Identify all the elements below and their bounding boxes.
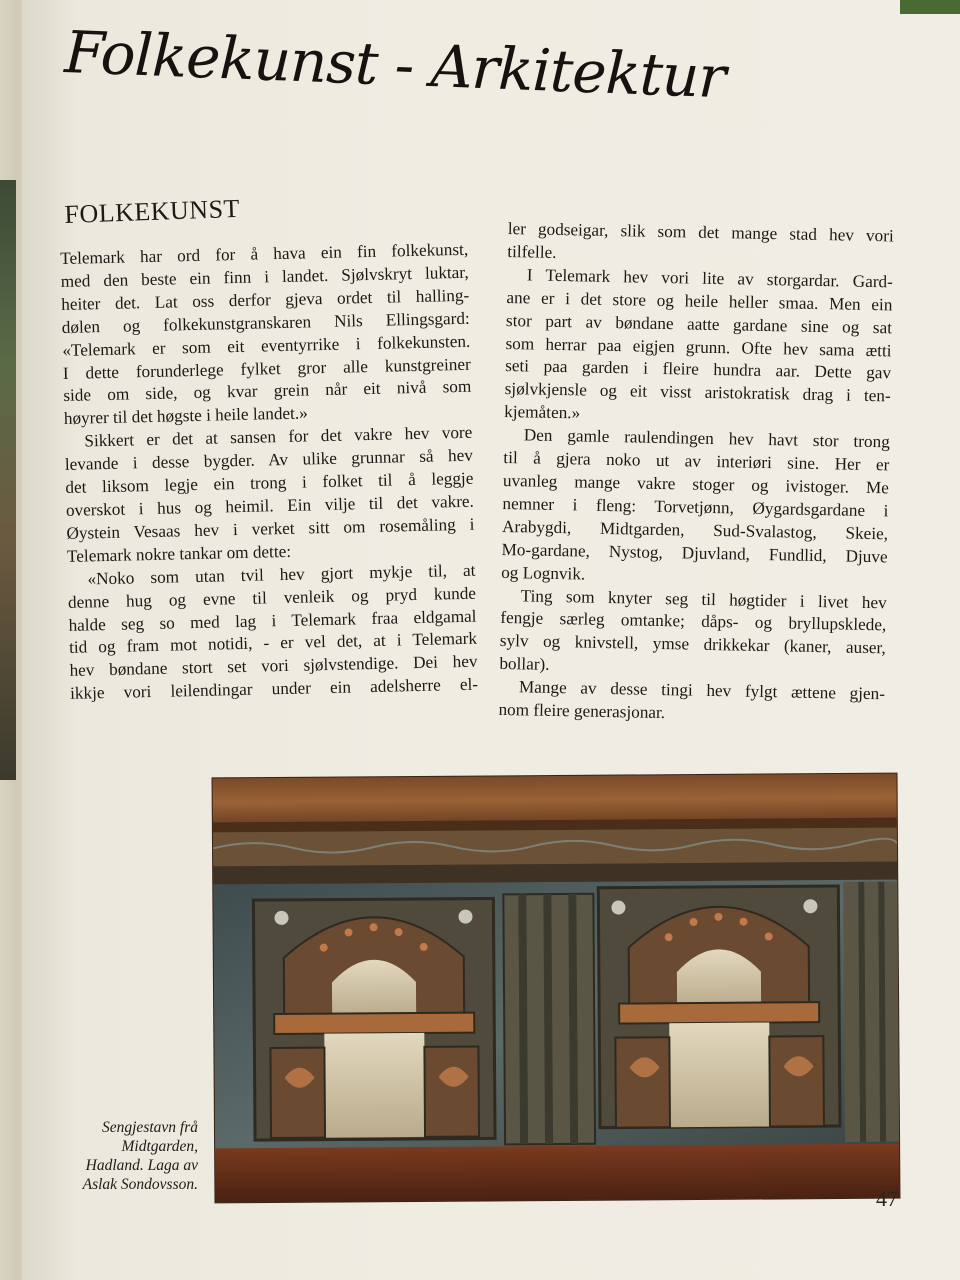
text-line: halde seg so med lag i Telemark fraa eldgamal [68,606,477,635]
left-text-column [60,239,478,706]
corner-shadow [900,0,960,14]
right-arch-panel [598,886,840,1128]
text-line: levande i desse bygder. Av ulike grunnar så hev [64,445,474,475]
text-line: bollar). [499,654,550,675]
caption-line: Aslak Sondovsson. [82,1176,198,1193]
section-heading: FOLKEKUNST [64,193,241,229]
bed-panel-illustration [213,774,900,1203]
right-text-column [498,218,894,729]
text-line: I dette forunderlege fylket gror alle kunstgreiner [62,354,471,383]
page-number: 47 [876,1186,898,1211]
text-line: tid og fram mot notidi, - er vel det, at i Telemark [68,629,478,658]
left-arch-panel [253,898,495,1140]
text-line: side om side, og kvar grein når eit nivå som [63,377,472,406]
text-line: «Noko som utan tvil hev gjort mykje til, at [87,560,476,589]
caption-line: Midtgarden, [121,1138,198,1155]
text-line: Øystein Vesaas hev i verket sitt om rosemåling i [66,514,475,543]
text-line: Arabygdi, Midtgarden, Sud-Svalastog, Skeie, [501,516,889,544]
text-line: Ting som knyter seg til høgtider i livet hev [520,585,887,612]
photo-caption [58,1118,198,1194]
text-line: overskot i hus og heimil. Ein vilje til det vakre. [65,491,475,520]
text-line: stor part av bøndane aatte gardane sine og sat [505,310,893,338]
text-line: ler godseigar, slik som det mange stad hev vori [507,218,894,246]
text-line: Mange av desse tingi hev fylgt ættene gjen- [518,677,886,704]
text-line: sylv og knivstell, ymse drikkekar (kaner, auser, [499,631,886,658]
text-line: dølen og folkekunstgranskaren Nils Ellingsgard: [61,308,470,337]
text-line: og Lognvik. [501,562,586,584]
text-line: kjemåten.» [504,402,581,423]
text-line: tilfelle. [507,241,557,262]
text-line: I Telemark hev vori lite av storgardar. Gard- [526,265,894,292]
text-line: nom fleire generasjonar. [498,699,666,723]
text-line: til å gjera noko ut av interiøri sine. Her er [503,448,890,475]
text-line: Mo-gardane, Nystog, Djuvland, Fundlid, Djuve [501,539,888,567]
text-line: nemner i fleng: Torvetjønn, Øygardsgardane i [502,493,889,521]
text-line: hev bøndane stort set vori sjølvstendige. Dei hev [69,651,478,681]
text-line: uvanleg mange vakre stoger og ivistoger. Me [502,470,890,498]
text-line: seti paa garden i fleire hundra aar. Dette gav [504,356,892,383]
facing-page-photo-strip [0,180,16,780]
text-line: med den beste ein finn i landet. Sjølvskryt luktar, [60,262,469,291]
text-line: Telemark nokre tankar om dette: [66,541,292,566]
text-line: ane er i det store og heile heller smaa. Men ein [506,287,893,315]
text-line: «Telemark er som eit eventyrrike i folkekunsten. [62,331,471,360]
text-line: sjølvkjensle og eit visst aristokratisk drag i ten- [504,379,891,406]
text-line: fengje særleg omtanke; dåps- og bryllupsklede, [500,608,887,635]
text-line: Sikkert er det at sansen for det vakre hev vore [84,422,473,451]
text-line: denne hug og evne til venleik og pryd kunde [67,583,477,612]
caption-line: Sengjestavn frå [102,1119,198,1136]
text-line: høyrer til det høgste i heile landet.» [63,403,308,429]
carved-bed-panel-photo [213,774,900,1203]
text-line: Den gamle raulendingen hev havt stor trong [523,425,890,452]
text-line: heiter det. Lat oss derfor gjeva ordet til halling- [61,285,470,314]
text-line: det liksom legje ein trong i folket til å leggje [65,468,474,497]
text-line: ikkje vori leilendingar under ein adelsherre el- [69,674,479,704]
text-line: Telemark har ord for å hava ein fin folkekunst, [60,239,469,268]
caption-line: Hadland. Laga av [85,1157,198,1174]
text-line: som herrar paa eigjen grunn. Ofte hev sama ætti [505,333,892,360]
page-title: Folkekunst - Arkitektur [63,18,727,112]
